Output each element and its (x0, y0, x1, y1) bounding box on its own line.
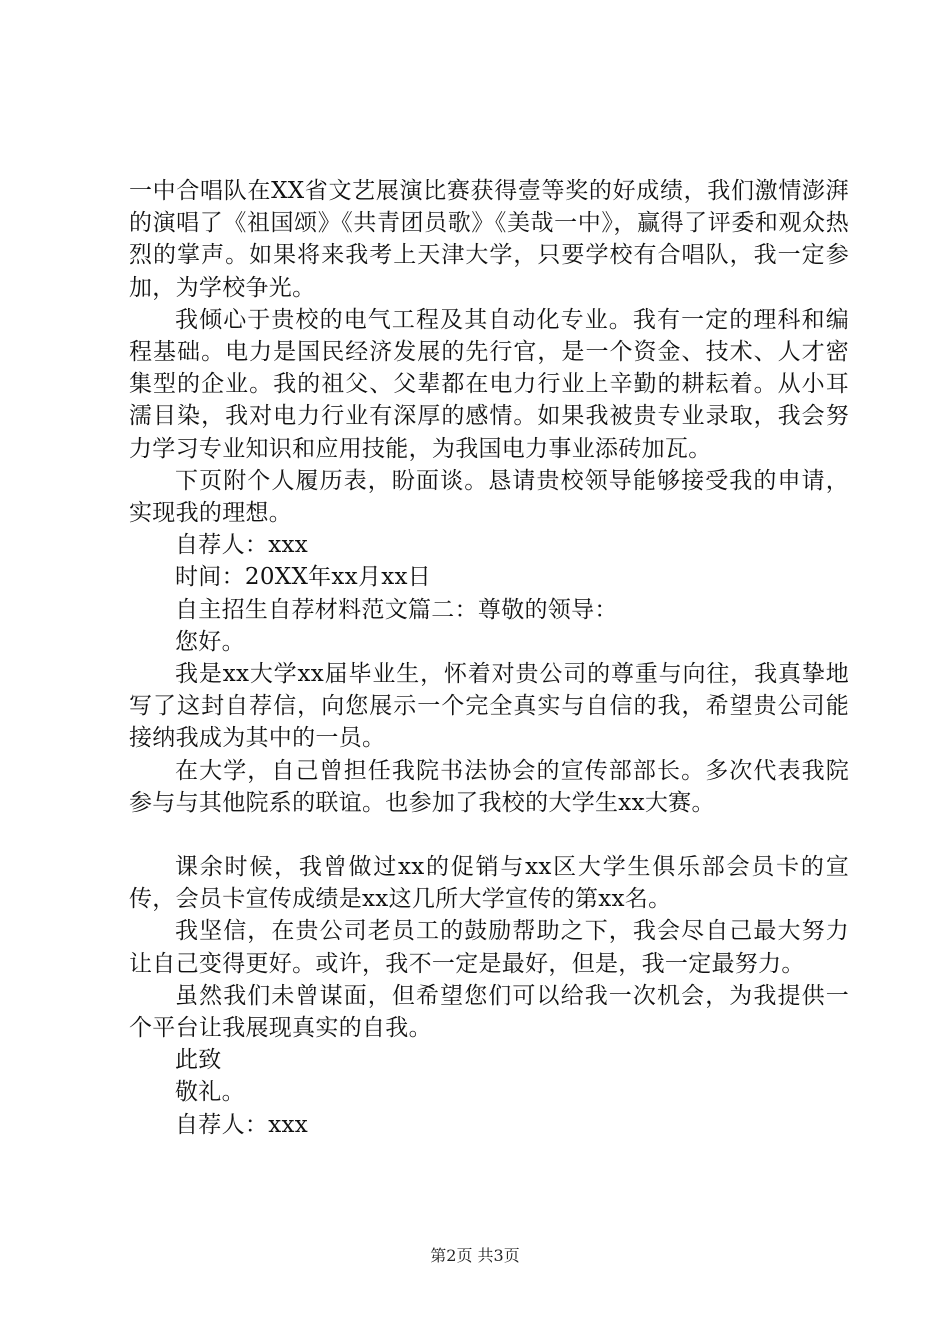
section-2-heading: 自主招生自荐材料范文篇二：尊敬的领导： (175, 596, 618, 623)
signature-line-2: 自荐人：xxx (175, 1111, 309, 1138)
closing-line-2: 敬礼。 (175, 1079, 245, 1106)
paragraph-resume-note: 下页附个人履历表，盼面谈。恳请贵校领导能够接受我的申请，实现我的理想。 (129, 467, 849, 527)
paragraph-major: 我倾心于贵校的电气工程及其自动化专业。我有一定的理科和编程基础。电力是国民经济发展的先行官，是一个资金、技术、人才密集型的企业。我的祖父、父辈都在电力行业上辛勤的耕耘着。从小耳濡目染，我对电力行业有深厚的感情。如果我被贵专业录取，我会努力学习专业知识和应用技能，为我国电力事业添砖加瓦。 (129, 306, 849, 462)
paragraph-belief: 我坚信，在贵公司老员工的鼓励帮助之下，我会尽自己最大努力让自己变得更好。或许，我不一定是最好，但是，我一定最努力。 (129, 918, 849, 977)
paragraph-university: 在大学，自己曾担任我院书法协会的宣传部部长。多次代表我院参与与其他院系的联谊。也参加了我校的大学生xx大赛。 (129, 757, 849, 816)
date-line: 时间：20XX年xx月xx日 (175, 564, 432, 591)
paragraph-intro: 我是xx大学xx届毕业生，怀着对贵公司的尊重与向往，我真挚地写了这封自荐信，向您展示一个完全真实与自信的我，希望贵公司能接纳我成为其中的一员。 (129, 661, 849, 752)
paragraph-after-class: 课余时候，我曾做过xx的促销与xx区大学生俱乐部会员卡的宣传，会员卡宣传成绩是xx这几所大学宣传的第xx名。 (129, 854, 849, 913)
page-footer: 第2页 共3页 (430, 1246, 520, 1265)
signature-line-1: 自荐人：xxx (175, 532, 309, 559)
greeting-line: 您好。 (175, 628, 245, 655)
closing-line-1: 此致 (175, 1047, 222, 1074)
document-body (129, 175, 849, 1141)
paragraph-choir: 一中合唱队在XX省文艺展演比赛获得壹等奖的好成绩，我们激情澎湃的演唱了《祖国颂》《共青团员歌》《美哉一中》，赢得了评委和观众热烈的掌声。如果将来我考上天津大学，只要学校有合唱队，我一定参加，为学校争光。 (129, 178, 849, 301)
paragraph-request: 虽然我们未曾谋面，但希望您们可以给我一次机会，为我提供一个平台让我展现真实的自我。 (129, 982, 849, 1042)
blank-line (129, 819, 849, 851)
